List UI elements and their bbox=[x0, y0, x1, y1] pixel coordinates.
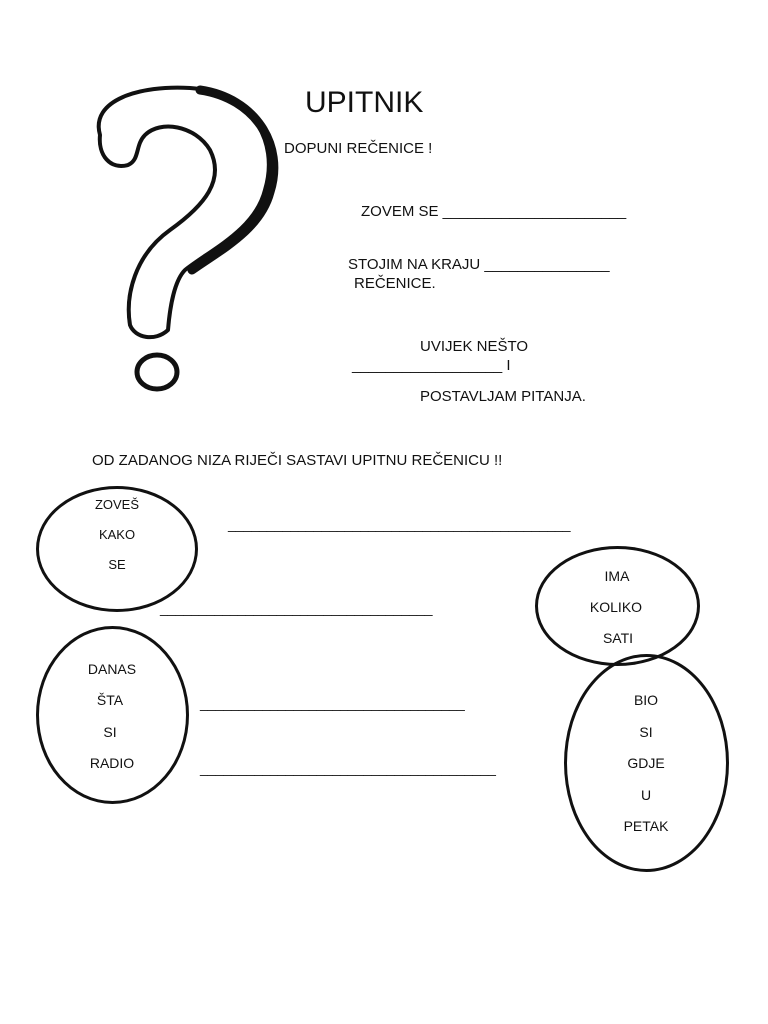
bubble-2-word-2: KOLIKO bbox=[589, 599, 643, 615]
bubble-4-word-1: BIO bbox=[633, 692, 659, 708]
sentence-2-line-2: REČENICE. bbox=[354, 275, 436, 292]
bubble-4-word-3: GDJE bbox=[627, 755, 665, 771]
bubble-3-word-4: RADIO bbox=[89, 755, 135, 771]
bubble-2-word-1: IMA bbox=[604, 568, 630, 584]
sentence-3-line-3: POSTAVLJAM PITANJA. bbox=[420, 388, 586, 405]
instruction-fill-sentences: DOPUNI REČENICE ! bbox=[284, 140, 433, 157]
bubble-3-word-1: DANAS bbox=[87, 661, 137, 677]
answer-line-3[interactable]: __________________________________ bbox=[200, 695, 465, 711]
bubble-3-word-3: SI bbox=[103, 724, 117, 740]
bubble-4-word-4: U bbox=[640, 787, 652, 803]
sentence-3-line-1: UVIJEK NEŠTO bbox=[420, 338, 529, 355]
word-bubble-3 bbox=[36, 626, 189, 804]
bubble-2-word-3: SATI bbox=[602, 630, 634, 646]
question-mark-icon bbox=[80, 80, 280, 400]
answer-line-4[interactable]: ______________________________________ bbox=[200, 760, 496, 776]
bubble-4-word-5: PETAK bbox=[623, 818, 669, 834]
sentence-1: ZOVEM SE ______________________ bbox=[361, 203, 627, 220]
sentence-2-line-1: STOJIM NA KRAJU _______________ bbox=[348, 256, 610, 273]
page-title: UPITNIK bbox=[305, 86, 424, 119]
bubble-3-word-2: ŠTA bbox=[96, 692, 124, 708]
sentence-3-line-2: __________________ I bbox=[352, 357, 511, 374]
answer-line-1[interactable]: ____________________________________________ bbox=[228, 516, 571, 532]
bubble-4-word-2: SI bbox=[639, 724, 653, 740]
bubble-1-word-2: KAKO bbox=[98, 527, 136, 542]
bubble-1-word-3: SE bbox=[108, 557, 126, 572]
instruction-compose-question: OD ZADANOG NIZA RIJEČI SASTAVI UPITNU REČENICU !! bbox=[92, 452, 503, 469]
bubble-1-word-1: ZOVEŠ bbox=[94, 497, 140, 512]
answer-line-2[interactable]: ___________________________________ bbox=[160, 600, 433, 616]
